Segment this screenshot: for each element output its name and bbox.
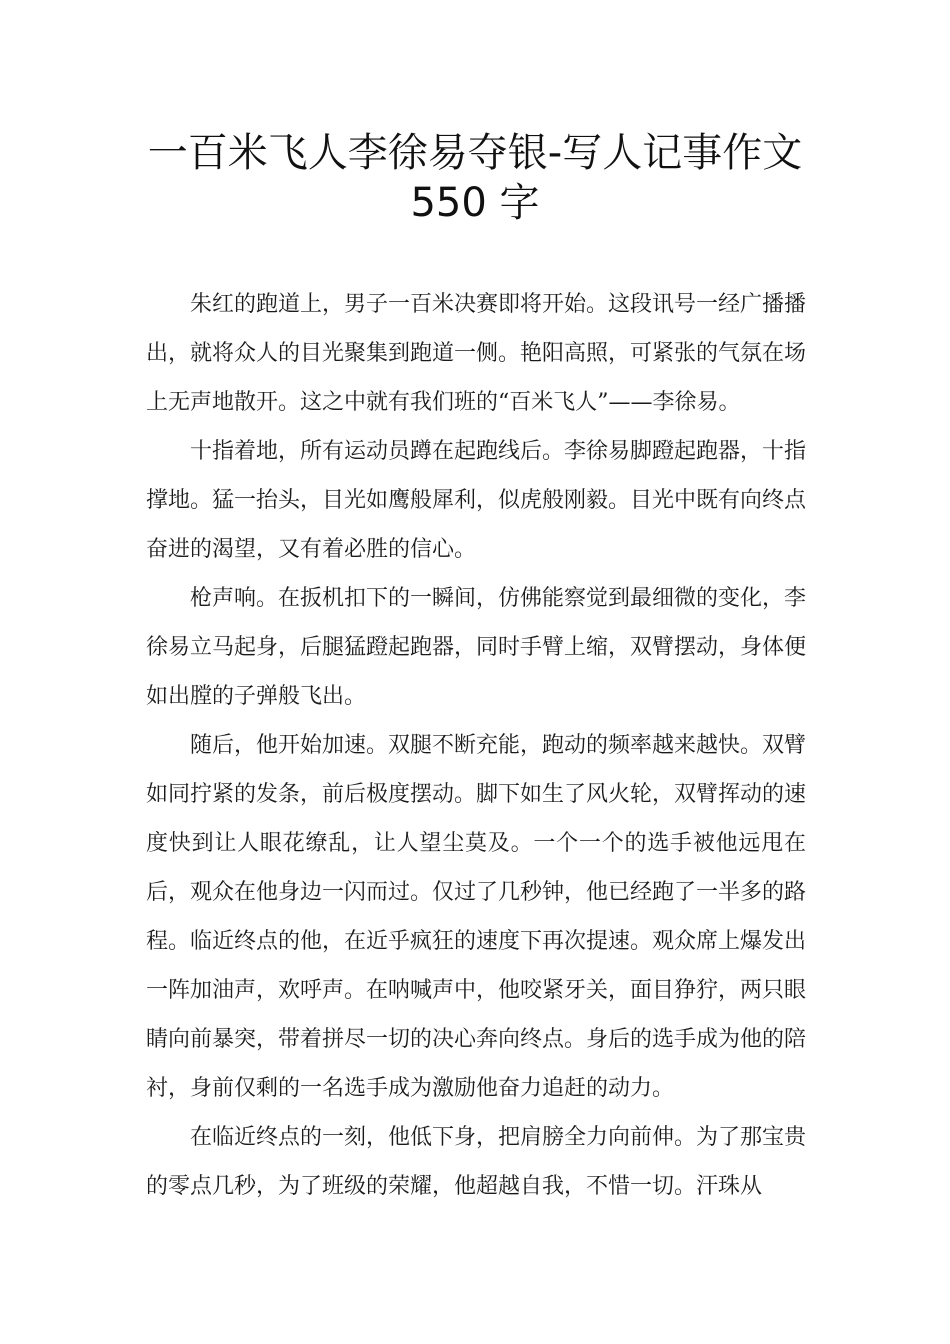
title-line-1: 一百米飞人李徐易夺银-写人记事作文	[147, 130, 803, 176]
paragraph-4: 随后，他开始加速。双腿不断充能，跑动的频率越来越快。双臂如同拧紧的发条，前后极度摆动。脚下如生了风火轮，双臂挥动的速度快到让人眼花缭乱，让人望尘莫及。一个一个的选手被他远甩在后，观众在他身边一闪而过。仅过了几秒钟，他已经跑了一半多的路程。临近终点的他，在近乎疯狂的速度下再次提速。观众席上爆发出一阵加油声，欢呼声。在呐喊声中，他咬紧牙关，面目狰狞，两只眼睛向前暴突，带着拼尽一切的决心奔向终点。身后的选手成为他的陪衬，身前仅剩的一名选手成为激励他奋力追赶的动力。	[146, 733, 807, 1101]
paragraph-2: 十指着地，所有运动员蹲在起跑线后。李徐易脚蹬起跑器，十指撑地。猛一抬头，目光如鹰般犀利，似虎般刚毅。目光中既有向终点奋进的渴望，又有着必胜的信心。	[146, 439, 807, 562]
paragraph-3: 枪声响。在扳机扣下的一瞬间，仿佛能察觉到最细微的变化，李徐易立马起身，后腿猛蹬起跑器，同时手臂上缩，双臂摆动，身体便如出膛的子弹般飞出。	[146, 586, 807, 709]
paragraph-1: 朱红的跑道上，男子一百米决赛即将开始。这段讯号一经广播播出，就将众人的目光聚集到跑道一侧。艳阳高照，可紧张的气氛在场上无声地散开。这之中就有我们班的“百米飞人”——李徐易。	[146, 292, 807, 415]
title-line-2: 550 字	[410, 180, 540, 226]
article-body	[146, 280, 806, 1211]
document-title	[120, 128, 830, 228]
paragraph-5: 在临近终点的一刻，他低下身，把肩膀全力向前伸。为了那宝贵的零点几秒，为了班级的荣耀，他超越自我，不惜一切。汗珠从	[146, 1125, 807, 1199]
